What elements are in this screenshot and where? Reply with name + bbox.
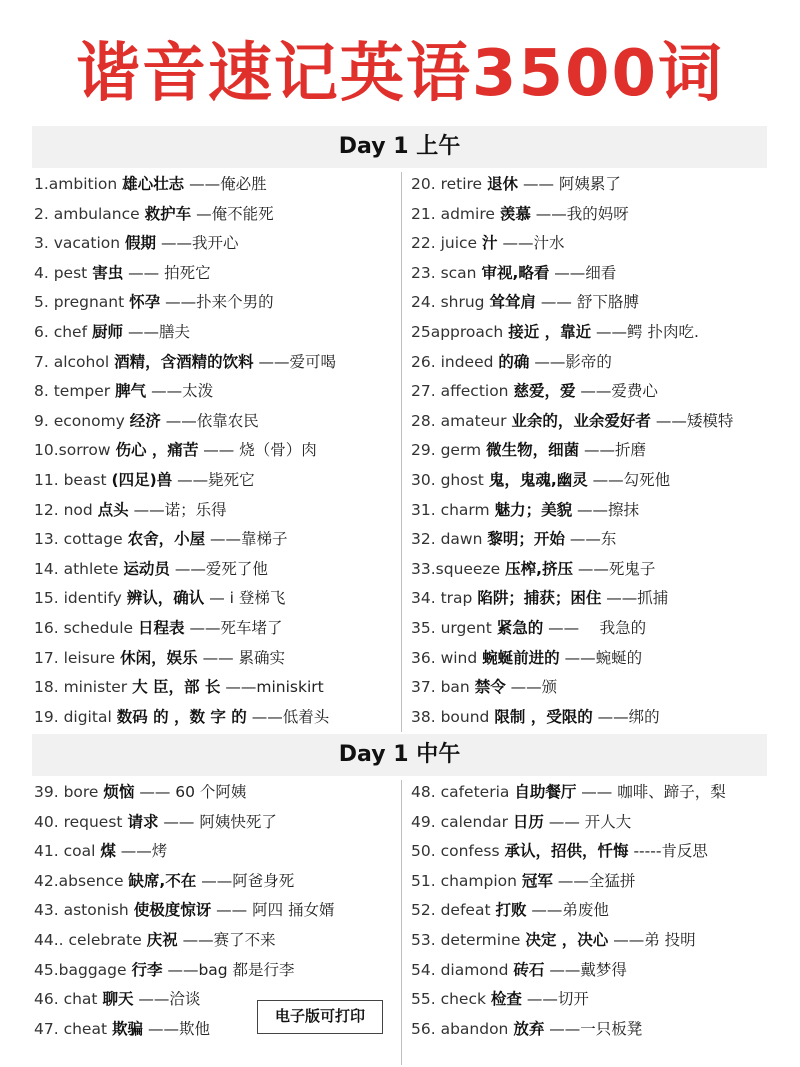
chinese-meaning: 自助餐厅 xyxy=(514,783,577,801)
chinese-meaning: 砖石 xyxy=(513,960,545,979)
english-word: 36. wind xyxy=(411,648,478,667)
homophone-mnemonic: ——miniskirt xyxy=(225,678,324,697)
word-entry xyxy=(411,407,796,437)
homophone-mnemonic: —— 阿四 捅女婿 xyxy=(216,901,335,920)
english-word: 33.squeeze xyxy=(411,559,501,578)
word-entry xyxy=(411,259,796,289)
word-entry xyxy=(411,525,796,555)
chinese-meaning: 黎明；开始 xyxy=(487,530,565,549)
english-word: 46. chat xyxy=(34,990,98,1009)
homophone-mnemonic: ——一只板凳 xyxy=(549,1019,643,1038)
homophone-mnemonic: ——低着头 xyxy=(251,707,330,726)
english-word: 32. dawn xyxy=(411,530,483,549)
word-entry xyxy=(411,318,796,348)
column-divider xyxy=(401,780,402,1065)
english-word: 39. bore xyxy=(34,783,99,801)
english-word: 29. germ xyxy=(411,441,482,460)
english-word: 3. vacation xyxy=(34,234,121,253)
chinese-meaning: 运动员 xyxy=(123,559,170,578)
word-entry xyxy=(34,673,398,703)
homophone-mnemonic: ——依靠农民 xyxy=(165,411,259,430)
chinese-meaning: 蜿蜒前进的 xyxy=(482,648,560,667)
homophone-mnemonic: ——切开 xyxy=(526,990,589,1009)
chinese-meaning: 大 臣，部 长 xyxy=(132,678,221,697)
word-entry xyxy=(411,614,796,644)
homophone-mnemonic: ——颁 xyxy=(510,678,558,697)
chinese-meaning: 休闲，娱乐 xyxy=(120,648,198,667)
chinese-meaning: (四足)兽 xyxy=(111,470,173,489)
homophone-mnemonic: ——阿爸身死 xyxy=(201,871,295,890)
word-entry xyxy=(411,837,796,867)
english-word: 16. schedule xyxy=(34,618,134,637)
homophone-mnemonic: —— 累确实 xyxy=(202,648,286,667)
chinese-meaning: 煤 xyxy=(100,842,116,861)
homophone-mnemonic: —— 烧（骨）肉 xyxy=(203,441,317,460)
homophone-mnemonic: ——弟 投明 xyxy=(613,930,696,949)
chinese-meaning: 耸耸肩 xyxy=(489,293,536,312)
homophone-mnemonic: ——鳄 扑肉吃. xyxy=(596,322,699,341)
homophone-mnemonic: ——汁水 xyxy=(502,234,565,253)
english-word: 44.. celebrate xyxy=(34,930,142,949)
chinese-meaning: 决定 ，决心 xyxy=(525,930,609,949)
english-word: 38. bound xyxy=(411,707,490,726)
chinese-meaning: 假期 xyxy=(125,234,157,253)
homophone-mnemonic: ——诺；乐得 xyxy=(133,500,227,519)
english-word: 25approach xyxy=(411,322,504,341)
homophone-mnemonic: ——死鬼子 xyxy=(577,559,656,578)
word-entry xyxy=(411,644,796,674)
homophone-mnemonic: —— 舒下胳膊 xyxy=(540,293,639,312)
chinese-meaning: 承认，招供，忏悔 xyxy=(504,842,629,861)
chinese-meaning: 日程表 xyxy=(137,618,185,637)
homophone-mnemonic: —— 咖啡、蹄子，梨 xyxy=(581,783,726,801)
english-word: 12. nod xyxy=(34,500,93,519)
english-word: 47. cheat xyxy=(34,1019,108,1038)
word-entry xyxy=(34,525,398,555)
homophone-mnemonic: ——勾死他 xyxy=(592,470,671,489)
chinese-meaning: 紧急的 xyxy=(496,618,544,637)
word-entry xyxy=(411,896,796,926)
english-word: 52. defeat xyxy=(411,901,491,920)
english-word: 2. ambulance xyxy=(34,204,140,223)
chinese-meaning: 检查 xyxy=(490,990,522,1009)
english-word: 42.absence xyxy=(34,871,124,890)
homophone-mnemonic: —— 我急的 xyxy=(548,618,647,637)
word-entry xyxy=(411,673,796,703)
english-word: 7. alcohol xyxy=(34,352,110,371)
english-word: 13. cottage xyxy=(34,530,123,549)
english-word: 21. admire xyxy=(411,204,495,223)
word-entry xyxy=(34,229,398,259)
chinese-meaning: 烦恼 xyxy=(103,783,135,801)
chinese-meaning: 雄心壮志 xyxy=(122,175,185,193)
word-entry xyxy=(34,377,398,407)
english-word: 48. cafeteria xyxy=(411,783,510,801)
english-word: 8. temper xyxy=(34,382,111,401)
chinese-meaning: 审视,略看 xyxy=(481,263,550,282)
homophone-mnemonic: ——弟废他 xyxy=(531,901,609,920)
word-entry xyxy=(411,288,796,318)
homophone-mnemonic: ——爱费心 xyxy=(580,382,658,401)
word-entry xyxy=(34,200,398,230)
homophone-mnemonic: ——毙死它 xyxy=(177,470,255,489)
english-word: 55. check xyxy=(411,990,486,1009)
word-entry xyxy=(34,584,398,614)
english-word: 28. amateur xyxy=(411,411,507,430)
word-entry xyxy=(34,703,398,733)
column-divider xyxy=(401,172,402,732)
english-word: 49. calendar xyxy=(411,812,508,831)
word-entry xyxy=(411,808,796,838)
word-entry xyxy=(34,496,398,526)
english-word: 56. abandon xyxy=(411,1019,509,1038)
word-entry xyxy=(34,466,398,496)
chinese-meaning: 欺骗 xyxy=(111,1019,143,1038)
english-word: 11. beast xyxy=(34,470,107,489)
homophone-mnemonic: ——欺他 xyxy=(147,1019,210,1038)
english-word: 53. determine xyxy=(411,930,521,949)
chinese-meaning: 酒精，含酒精的饮料 xyxy=(114,352,254,371)
word-entry xyxy=(411,200,796,230)
homophone-mnemonic: —— 阿姨快死了 xyxy=(163,812,277,831)
word-entry xyxy=(34,926,398,956)
word-entry xyxy=(411,348,796,378)
word-entry xyxy=(411,584,796,614)
chinese-meaning: 汁 xyxy=(482,234,498,253)
homophone-mnemonic: ——爱可喝 xyxy=(258,352,337,371)
english-word: 4. pest xyxy=(34,263,88,282)
page-title: 谐音速记英语3500词 xyxy=(75,37,725,111)
word-entry xyxy=(34,407,398,437)
chinese-meaning: 庆祝 xyxy=(146,930,178,949)
word-entry xyxy=(34,867,398,897)
word-entry xyxy=(411,170,796,200)
english-word: 34. trap xyxy=(411,589,473,608)
homophone-mnemonic: ——死车堵了 xyxy=(189,618,283,637)
chinese-meaning: 害虫 xyxy=(92,263,124,282)
english-word: 6. chef xyxy=(34,322,88,341)
homophone-mnemonic: —俺不能死 xyxy=(196,204,274,223)
chinese-meaning: 微生物，细菌 xyxy=(486,441,580,460)
word-entry xyxy=(34,259,398,289)
english-word: 37. ban xyxy=(411,678,470,697)
word-entry xyxy=(34,778,398,808)
word-entry xyxy=(34,614,398,644)
chinese-meaning: 农舍，小屋 xyxy=(127,530,206,549)
homophone-mnemonic: ——爱死了他 xyxy=(174,559,268,578)
homophone-mnemonic: —— 拍死它 xyxy=(128,263,211,282)
english-word: 15. identify xyxy=(34,589,122,608)
word-entry xyxy=(34,644,398,674)
chinese-meaning: 数码 的 ，数 字 的 xyxy=(116,707,247,726)
homophone-mnemonic: — i 登梯飞 xyxy=(209,589,286,608)
chinese-meaning: 缺席,不在 xyxy=(128,871,197,890)
word-entry xyxy=(411,229,796,259)
chinese-meaning: 羡慕 xyxy=(499,204,531,223)
chinese-meaning: 业余的，业余爱好者 xyxy=(511,411,651,430)
word-entry xyxy=(411,985,796,1015)
homophone-mnemonic: —— 60 个阿姨 xyxy=(139,783,247,801)
word-entry xyxy=(411,703,796,733)
word-entry xyxy=(411,867,796,897)
chinese-meaning: 点头 xyxy=(97,500,129,519)
english-word: 19. digital xyxy=(34,707,112,726)
english-word: 41. coal xyxy=(34,842,96,861)
chinese-meaning: 日历 xyxy=(512,812,544,831)
homophone-mnemonic: ——俺必胜 xyxy=(189,175,267,193)
chinese-meaning: 请求 xyxy=(127,812,159,831)
homophone-mnemonic: ——靠梯子 xyxy=(210,530,288,549)
homophone-mnemonic: —— 开人大 xyxy=(548,812,632,831)
chinese-meaning: 行李 xyxy=(131,960,163,979)
english-word: 23. scan xyxy=(411,263,477,282)
chinese-meaning: 限制 ，受限的 xyxy=(494,707,593,726)
homophone-mnemonic: ——影帝的 xyxy=(534,352,612,371)
homophone-mnemonic: ——东 xyxy=(569,530,617,549)
homophone-mnemonic: ——膳夫 xyxy=(127,322,190,341)
english-word: 54. diamond xyxy=(411,960,509,979)
english-word: 20. retire xyxy=(411,175,483,193)
printable-note-box: 电子版可打印 xyxy=(257,1000,383,1034)
chinese-meaning: 脾气 xyxy=(115,382,147,401)
english-word: 1.ambition xyxy=(34,175,118,193)
word-entry xyxy=(411,1015,796,1045)
chinese-meaning: 鬼，鬼魂,幽灵 xyxy=(488,470,588,489)
word-list-right xyxy=(411,778,796,1044)
english-word: 45.baggage xyxy=(34,960,127,979)
homophone-mnemonic: ——bag 都是行李 xyxy=(167,960,295,979)
homophone-mnemonic: ——矮模特 xyxy=(655,411,734,430)
chinese-meaning: 压榨,挤压 xyxy=(505,559,573,578)
chinese-meaning: 接近 ，靠近 xyxy=(508,322,592,341)
chinese-meaning: 慈爱，爱 xyxy=(513,382,576,401)
chinese-meaning: 聊天 xyxy=(102,990,134,1009)
chinese-meaning: 辨认，确认 xyxy=(126,589,205,608)
homophone-mnemonic: ——擦抹 xyxy=(577,500,640,519)
homophone-mnemonic: ——戴梦得 xyxy=(549,960,627,979)
word-entry xyxy=(34,555,398,585)
english-word: 51. champion xyxy=(411,871,517,890)
word-entry xyxy=(34,436,398,466)
section-header-noon: Day 1 中午 xyxy=(32,734,767,776)
homophone-mnemonic: ——折磨 xyxy=(584,441,647,460)
chinese-meaning: 厨师 xyxy=(92,322,124,341)
english-word: 5. pregnant xyxy=(34,293,125,312)
english-word: 26. indeed xyxy=(411,352,494,371)
homophone-mnemonic: -----肯反思 xyxy=(633,842,708,861)
word-entry xyxy=(411,496,796,526)
chinese-meaning: 退休 xyxy=(487,175,519,193)
english-word: 30. ghost xyxy=(411,470,484,489)
homophone-mnemonic: ——扑来个男的 xyxy=(165,293,274,312)
section-header-morning: Day 1 上午 xyxy=(32,126,767,168)
english-word: 31. charm xyxy=(411,500,490,519)
word-entry xyxy=(411,778,796,808)
homophone-mnemonic: —— 阿姨累了 xyxy=(523,175,621,193)
word-entry xyxy=(411,436,796,466)
chinese-meaning: 打败 xyxy=(495,901,527,920)
english-word: 50. confess xyxy=(411,842,500,861)
homophone-mnemonic: ——抓捕 xyxy=(606,589,669,608)
chinese-meaning: 经济 xyxy=(129,411,161,430)
homophone-mnemonic: ——蜿蜒的 xyxy=(564,648,643,667)
word-entry xyxy=(411,555,796,585)
homophone-mnemonic: ——烤 xyxy=(120,842,168,861)
english-word: 10.sorrow xyxy=(34,441,111,460)
english-word: 22. juice xyxy=(411,234,478,253)
homophone-mnemonic: ——细看 xyxy=(554,263,617,282)
word-list-left xyxy=(34,170,398,732)
word-entry xyxy=(411,956,796,986)
english-word: 9. economy xyxy=(34,411,125,430)
word-entry xyxy=(34,348,398,378)
english-word: 17. leisure xyxy=(34,648,116,667)
homophone-mnemonic: ——赛了不来 xyxy=(182,930,276,949)
word-entry xyxy=(34,896,398,926)
chinese-meaning: 怀孕 xyxy=(129,293,161,312)
chinese-meaning: 魅力；美貌 xyxy=(494,500,573,519)
homophone-mnemonic: ——太泼 xyxy=(151,382,214,401)
chinese-meaning: 伤心 ，痛苦 xyxy=(115,441,199,460)
english-word: 35. urgent xyxy=(411,618,492,637)
homophone-mnemonic: ——我的妈呀 xyxy=(535,204,629,223)
english-word: 14. athlete xyxy=(34,559,119,578)
english-word: 43. astonish xyxy=(34,901,129,920)
word-entry xyxy=(411,377,796,407)
english-word: 27. affection xyxy=(411,382,509,401)
homophone-mnemonic: ——洽谈 xyxy=(138,990,201,1009)
word-entry xyxy=(34,808,398,838)
word-list-right xyxy=(411,170,796,732)
word-entry xyxy=(411,926,796,956)
homophone-mnemonic: ——我开心 xyxy=(161,234,239,253)
word-entry xyxy=(34,956,398,986)
english-word: 18. minister xyxy=(34,678,128,697)
english-word: 40. request xyxy=(34,812,123,831)
chinese-meaning: 放弃 xyxy=(513,1019,545,1038)
homophone-mnemonic: ——绑的 xyxy=(597,707,660,726)
word-entry xyxy=(34,170,398,200)
word-entry xyxy=(411,466,796,496)
chinese-meaning: 陷阱；捕获；困住 xyxy=(477,589,602,608)
word-entry xyxy=(34,288,398,318)
word-entry xyxy=(34,837,398,867)
homophone-mnemonic: ——全猛拼 xyxy=(557,871,636,890)
chinese-meaning: 使极度惊讶 xyxy=(133,901,212,920)
chinese-meaning: 的确 xyxy=(498,352,530,371)
word-entry xyxy=(34,318,398,348)
english-word: 24. shrug xyxy=(411,293,485,312)
chinese-meaning: 救护车 xyxy=(144,204,192,223)
chinese-meaning: 禁令 xyxy=(474,678,506,697)
chinese-meaning: 冠军 xyxy=(521,871,553,890)
